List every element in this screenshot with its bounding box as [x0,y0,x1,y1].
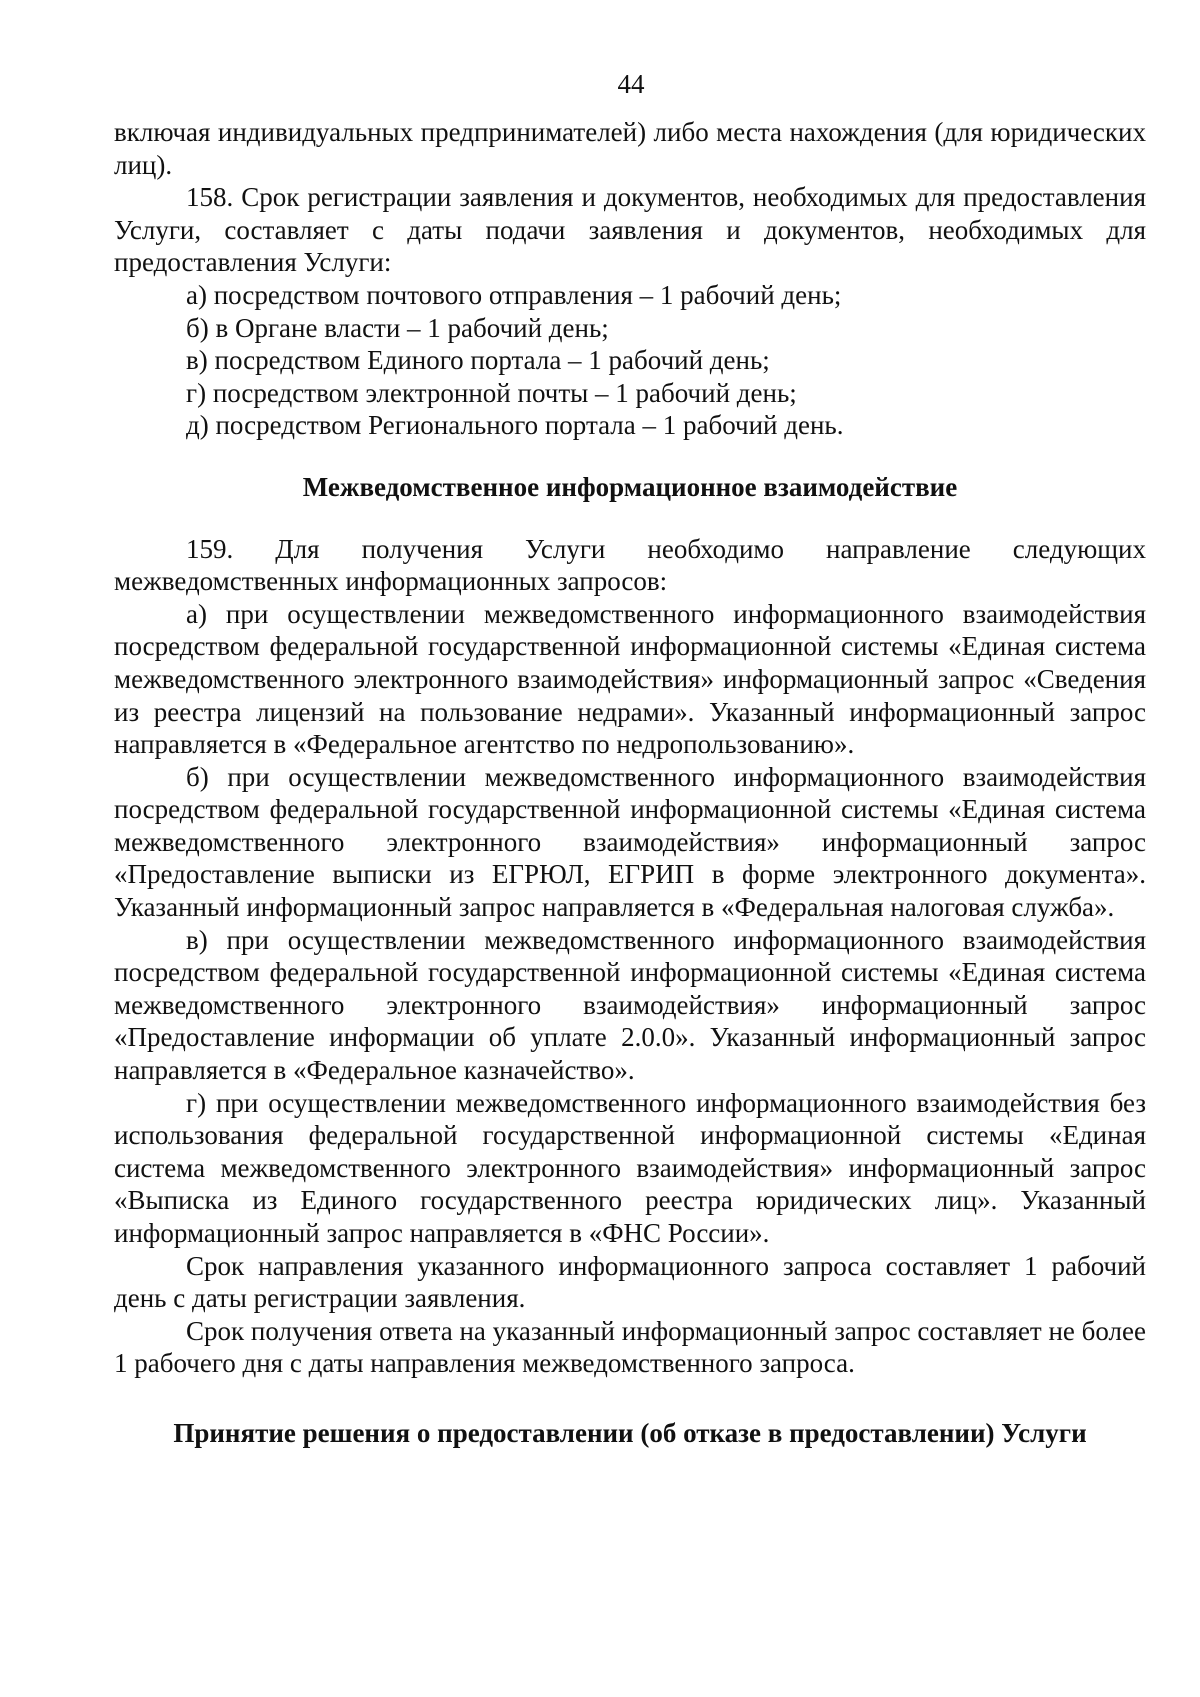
list-item-g: г) посредством электронной почты – 1 рабочий день; [186,377,797,408]
paragraph-159: 159. Для получения Услуги необходимо направление следующих межведомственных информационных запросов: [114,533,1146,597]
page-number: 44 [617,69,645,99]
paragraph-continuation: включая индивидуальных предпринимателей) либо места нахождения (для юридических лиц). [114,117,1146,180]
list-item-b: б) в Органе власти – 1 рабочий день; [186,312,609,343]
paragraph-159-a: а) при осуществлении межведомственного информационного взаимодействия посредством федеральной государственной информационной системы «Единая система межведомственного электронного взаимодействия» информационный запрос «Сведения из реестра лицензий на пользование недрами». Указанный информационный запрос направляется в «Федеральное агентство по недропользованию». [114,598,1146,760]
section-heading-interagency: Межведомственное информационное взаимодействие [302,471,958,502]
document-body [114,116,1146,1450]
list-item-v: в) посредством Единого портала – 1 рабочий день; [186,345,770,376]
paragraph-159-b: б) при осуществлении межведомственного информационного взаимодействия посредством федеральной государственной информационной системы «Единая система межведомственного электронного взаимодействия» информационный запрос «Предоставление выписки из ЕГРЮЛ, ЕГРИП в форме электронного документа». Указанный информационный запрос направляется в «Федеральная налоговая служба». [114,761,1146,923]
paragraph-159-g: г) при осуществлении межведомственного информационного взаимодействия без использования федеральной государственной информационной системы «Единая система межведомственного электронного взаимодействия» информационный запрос «Выписка из Единого государственного реестра юридических лиц». Указанный информационный запрос направляется в «ФНС России». [114,1087,1146,1248]
paragraph-response-deadline: Срок получения ответа на указанный информационный запрос составляет не более 1 рабочего дня с даты направления межведомственного запроса. [114,1315,1146,1379]
section-heading-decision: Принятие решения о предоставлении (об отказе в предоставлении) Услуги [173,1417,1087,1448]
paragraph-158: 158. Срок регистрации заявления и документов, необходимых для предоставления Услуги, составляет с даты подачи заявления и документов, необходимых для предоставления Услуги: [114,182,1146,278]
list-item-d: д) посредством Регионального портала – 1 рабочий день. [186,410,844,441]
paragraph-159-v: в) при осуществлении межведомственного информационного взаимодействия посредством федеральной государственной информационной системы «Единая система межведомственного электронного взаимодействия» информационный запрос «Предоставление информации об уплате 2.0.0». Указанный информационный запрос направляется в «Федеральное казначейство». [114,924,1146,1086]
list-item-a: а) посредством почтового отправления – 1 рабочий день; [186,279,842,310]
paragraph-request-deadline: Срок направления указанного информационного запроса составляет 1 рабочий день с даты регистрации заявления. [114,1250,1146,1314]
